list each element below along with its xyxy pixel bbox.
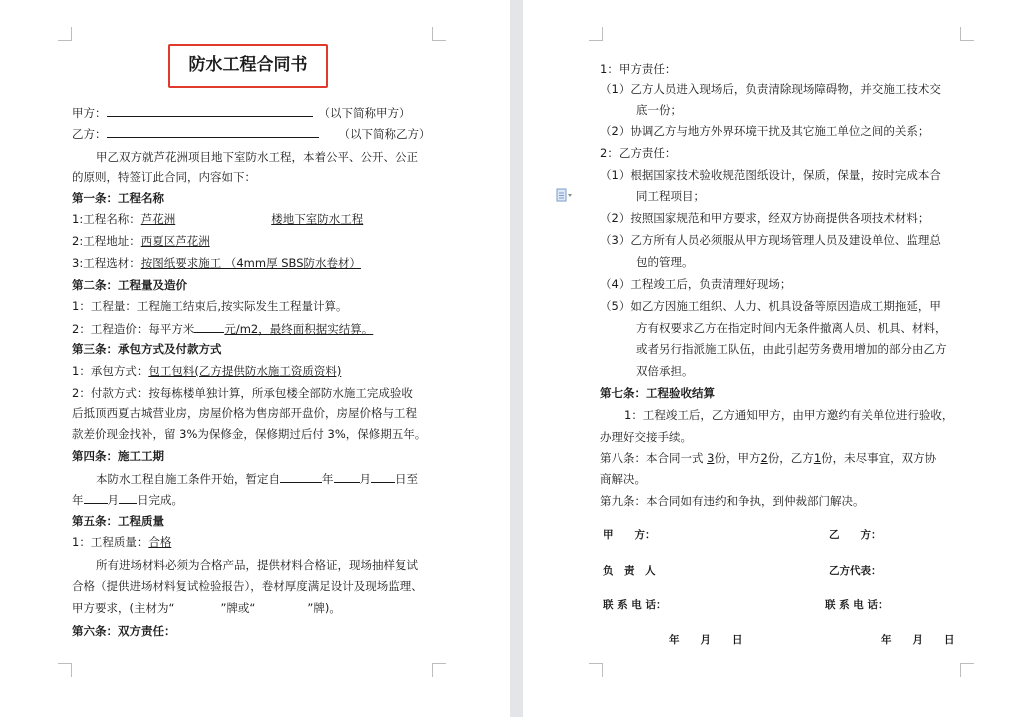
clause-line: 2：乙方责任： bbox=[600, 146, 677, 160]
signature-phone-b: 联 系 电 话： bbox=[825, 599, 889, 611]
schedule-line: 年 月 日完成。 bbox=[72, 493, 183, 507]
page-corner-mark bbox=[960, 663, 974, 677]
clause-line: 1：工程量：工程施工结束后,按实际发生工程量计算。 bbox=[72, 299, 348, 313]
clause-line: 甲方要求，(主材为“ ”牌或“ ”牌)。 bbox=[72, 601, 341, 615]
article-heading: 第三条：承包方式及付款方式 bbox=[72, 342, 222, 356]
project-name-line: 1:工程名称：芦花洲 楼地下室防水工程 bbox=[72, 212, 364, 226]
clause-line: 包的管理。 bbox=[636, 255, 694, 269]
document-page-left bbox=[0, 0, 510, 717]
signature-person-a: 负 责 人 bbox=[603, 565, 656, 577]
clause-line: 1：甲方责任： bbox=[600, 62, 677, 76]
clause-line: 或者另行指派施工队伍，由此引起劳务费用增加的部分由乙方 bbox=[636, 342, 947, 356]
clause-line: （2）协调乙方与地方外界环境干扰及其它施工单位之间的关系； bbox=[600, 124, 930, 138]
document-page-right bbox=[523, 0, 1036, 717]
clause-line: 后抵顶西夏古城营业房，房屋价格为售房部开盘价，房屋价格与工程 bbox=[72, 406, 417, 420]
party-a-line: 甲方： （以下简称甲方） bbox=[72, 106, 411, 120]
page-corner-mark bbox=[58, 663, 72, 677]
document-options-icon[interactable] bbox=[556, 188, 574, 202]
clause-line: 商解决。 bbox=[600, 472, 646, 486]
clause-line: 同工程项目； bbox=[636, 189, 705, 203]
signature-date-b: 年 月 日 bbox=[881, 634, 955, 646]
article-heading: 第一条：工程名称 bbox=[72, 191, 164, 205]
intro-line: 甲乙双方就芦花洲项目地下室防水工程，本着公平、公开、公正 bbox=[96, 150, 418, 164]
clause-line: 合格（提供进场材料复试检验报告），卷材厚度满足设计及现场监理、 bbox=[72, 579, 423, 593]
page-corner-mark bbox=[589, 663, 603, 677]
clause-line: （4）工程竣工后，负责清理好现场； bbox=[600, 277, 792, 291]
clause-line: （3）乙方所有人员必须服从甲方现场管理人员及建设单位、监理总 bbox=[600, 233, 941, 247]
intro-line: 的原则，特签订此合同，内容如下： bbox=[72, 170, 256, 184]
page-corner-mark bbox=[589, 27, 603, 41]
project-material-line: 3:工程选材：按图纸要求施工 （4mm厚 SBS防水卷材） bbox=[72, 256, 362, 270]
signature-person-b: 乙方代表： bbox=[829, 565, 882, 577]
article-heading: 第四条：施工工期 bbox=[72, 449, 164, 463]
document-title: 防水工程合同书 bbox=[188, 55, 308, 75]
clause-line: 办理好交接手续。 bbox=[600, 430, 692, 444]
party-b-line: 乙方： （以下简称乙方） bbox=[72, 127, 431, 141]
clause-line: （2）按照国家规范和甲方要求，经双方协商提供各项技术材料； bbox=[600, 211, 930, 225]
article-heading: 第六条：双方责任： bbox=[72, 624, 176, 638]
article-heading: 第七条：工程验收结算 bbox=[600, 386, 715, 400]
signature-phone-a: 联 系 电 话： bbox=[603, 599, 667, 611]
clause-line: 底一份； bbox=[636, 103, 682, 117]
clause-line: （5）如乙方因施工组织、人力、机具设备等原因造成工期拖延，甲 bbox=[600, 299, 941, 313]
clause-line: 双倍承担。 bbox=[636, 364, 694, 378]
clause-line: （1）根据国家技术验收规范图纸设计，保质，保量，按时完成本合 bbox=[600, 168, 941, 182]
quality-line: 1：工程质量：合格 bbox=[72, 535, 172, 549]
signature-party-a: 甲 方： bbox=[603, 529, 656, 541]
clause-line: 2：付款方式：按每栋楼单独计算，所承包楼全部防水施工完成验收 bbox=[72, 386, 413, 400]
schedule-line: 本防水工程自施工条件开始，暂定自 年 月 日至 bbox=[96, 472, 418, 486]
clause-line: 1：工程竣工后，乙方通知甲方，由甲方邀约有关单位进行验收， bbox=[624, 408, 954, 422]
page-gutter bbox=[510, 0, 523, 717]
page-corner-mark bbox=[432, 27, 446, 41]
page-corner-mark bbox=[58, 27, 72, 41]
signature-party-b: 乙 方： bbox=[829, 529, 882, 541]
article-heading: 第五条：工程质量 bbox=[72, 514, 164, 528]
copies-line: 第八条：本合同一式 3份，甲方2份，乙方1份，未尽事宜，双方协 bbox=[600, 451, 937, 465]
clause-line: 款差价现金找补，留 3%为保修金，保修期过后付 3%，保修期五年。 bbox=[72, 427, 427, 441]
clause-line: 所有进场材料必须为合格产品，提供材料合格证，现场抽样复试 bbox=[96, 558, 418, 572]
page-corner-mark bbox=[960, 27, 974, 41]
page-corner-mark bbox=[432, 663, 446, 677]
project-address-line: 2:工程地址：西夏区芦花洲 bbox=[72, 234, 210, 248]
clause-line: 方有权要求乙方在指定时间内无条件撤离人员、机具、材料， bbox=[636, 321, 947, 335]
article-heading: 第二条：工程量及造价 bbox=[72, 278, 187, 292]
clause-line: 1：承包方式：包工包料(乙方提供防水施工资质资料) bbox=[72, 364, 342, 378]
signature-date-a: 年 月 日 bbox=[669, 634, 743, 646]
clause-line: 2：工程造价：每平方米 元/m2，最终面积据实结算。 bbox=[72, 322, 374, 336]
clause-line: （1）乙方人员进入现场后，负责清除现场障碍物，并交施工技术交 bbox=[600, 82, 941, 96]
clause-line: 第九条：本合同如有违约和争执，到仲裁部门解决。 bbox=[600, 494, 865, 508]
